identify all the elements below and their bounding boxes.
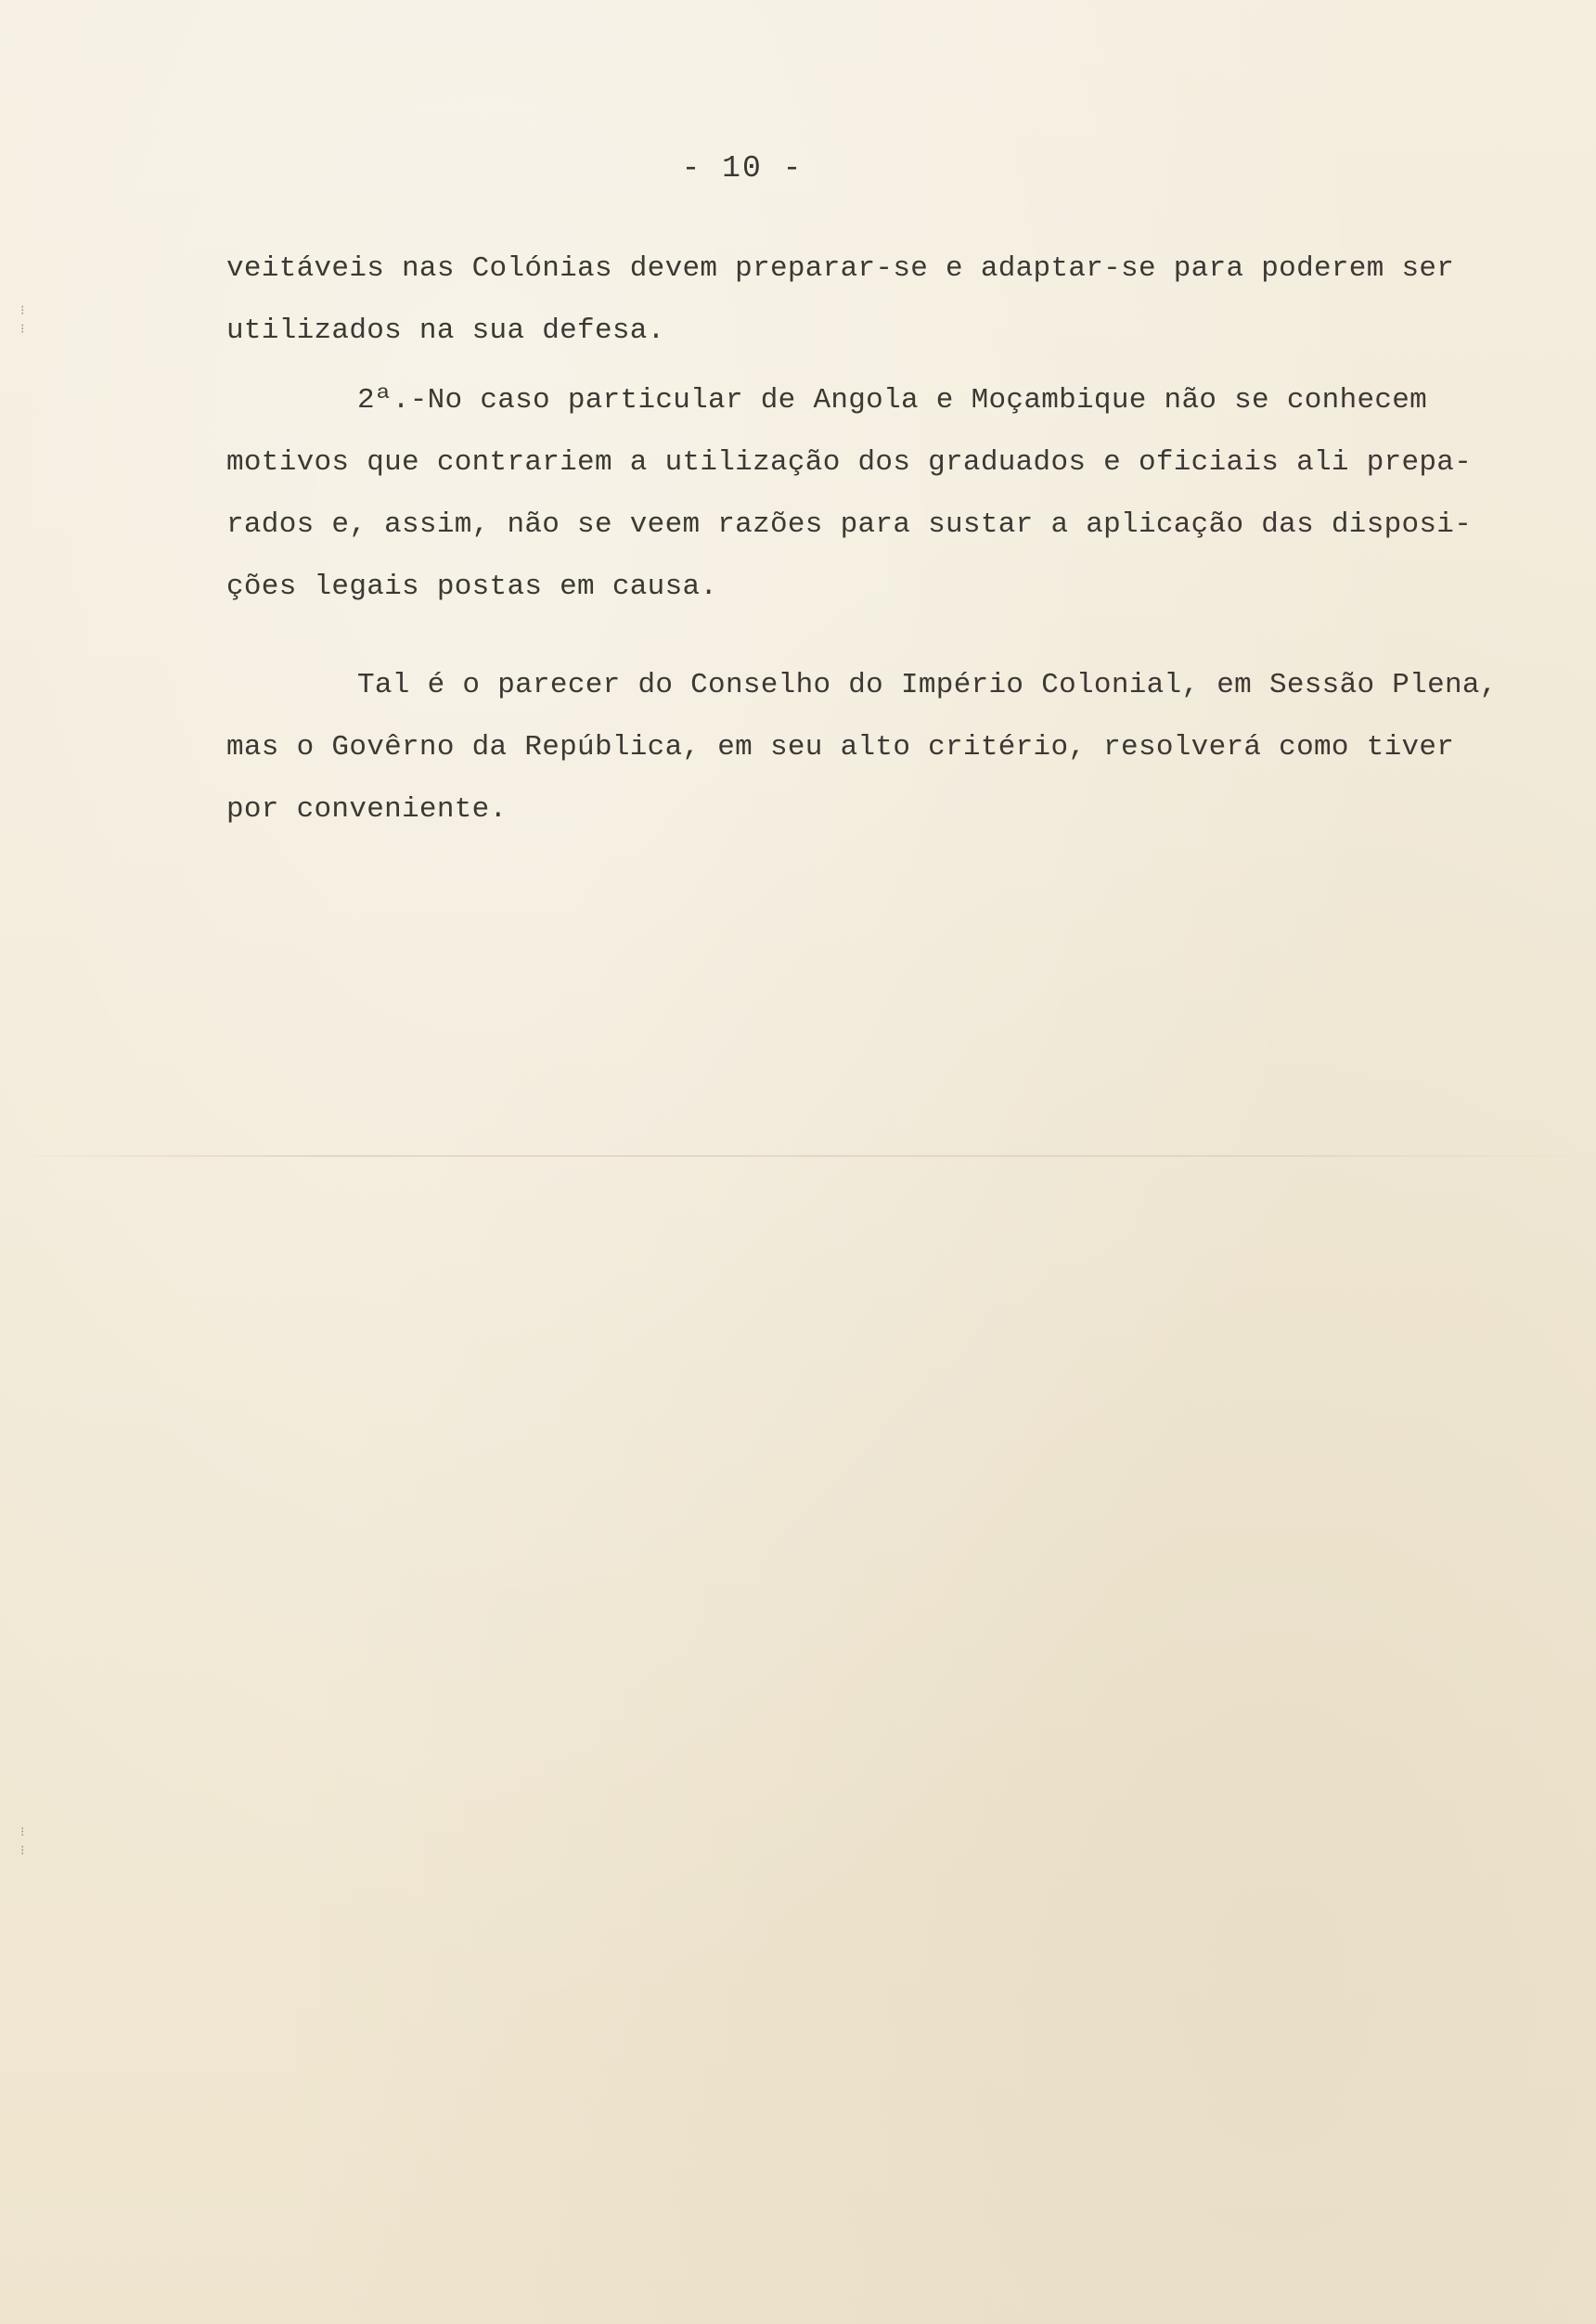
text-line: ções legais postas em causa.	[226, 571, 718, 603]
text-line: mas o Govêrno da República, em seu alto critério, resolverá como tiver	[226, 731, 1455, 764]
paper-fold-line	[0, 1155, 1596, 1157]
text-line: motivos que contrariem a utilização dos graduados e oficiais ali prepa-	[226, 446, 1473, 479]
page-number: - 10 -	[681, 151, 804, 186]
paragraph-closing-opinion	[226, 654, 1544, 841]
text-line: utilizados na sua defesa.	[226, 315, 665, 347]
text-line: 2ª.-No caso particular de Angola e Moçambique não se conhecem	[357, 384, 1428, 417]
binder-hole-marks-bottom: ⁝ ⁝	[20, 1825, 25, 1858]
text-line: veitáveis nas Colónias devem preparar-se e adaptar-se para poderem ser	[226, 252, 1455, 285]
paragraph-continuation	[226, 238, 1544, 362]
text-line: rados e, assim, não se veem razões para sustar a aplicação das disposi-	[226, 508, 1473, 541]
binder-hole-marks-top: ⁝ ⁝	[20, 303, 25, 337]
paragraph-second-conclusion	[226, 369, 1544, 618]
text-line: por conveniente.	[226, 793, 508, 826]
text-line: Tal é o parecer do Conselho do Império Colonial, em Sessão Plena,	[357, 669, 1498, 701]
